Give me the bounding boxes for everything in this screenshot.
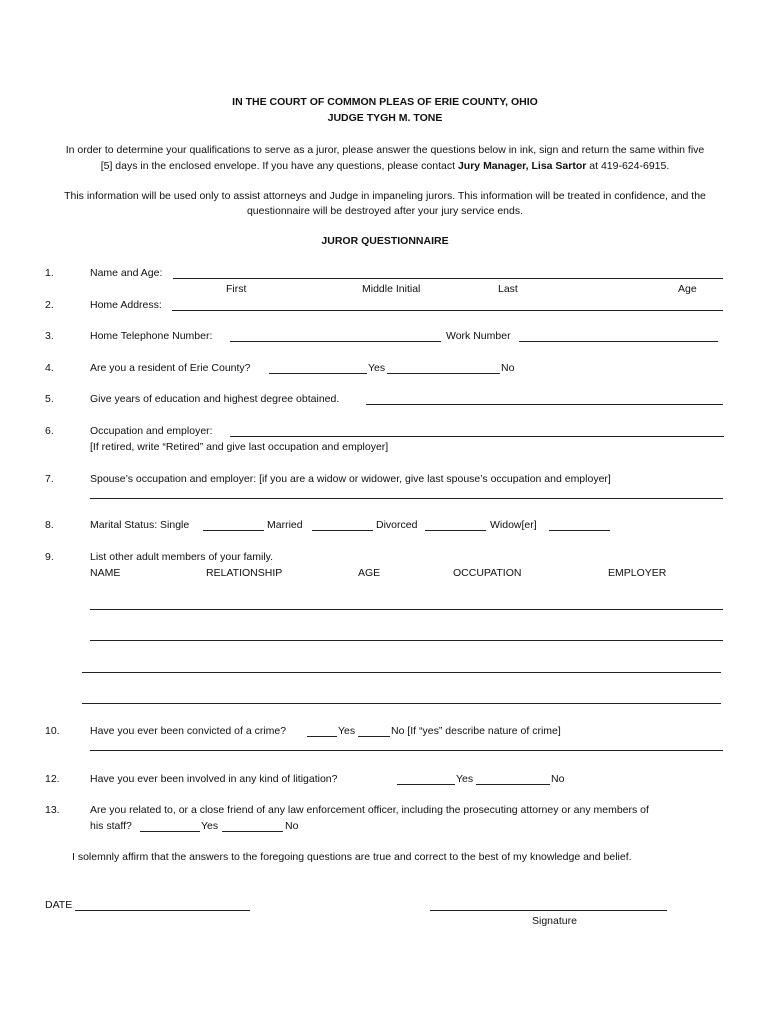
spouse-occupation-field[interactable] <box>90 498 723 499</box>
q4-no: No <box>501 362 515 374</box>
name-age-field[interactable] <box>173 278 723 279</box>
q7-number: 7. <box>45 473 54 485</box>
q9-number: 9. <box>45 551 54 563</box>
crime-description-field[interactable] <box>90 750 723 751</box>
q6-note: [If retired, write “Retired” and give last occupation and employer] <box>90 441 389 453</box>
resident-yes-field[interactable] <box>269 373 367 374</box>
litigation-yes-field[interactable] <box>397 784 455 785</box>
jury-manager-contact: Jury Manager, Lisa Sartor <box>457 160 587 172</box>
q12-no: No <box>551 773 565 785</box>
intro-phone-text: at 419-624-6915. <box>586 160 670 172</box>
q1-sub-middle: Middle Initial <box>362 283 421 295</box>
family-member-line[interactable] <box>82 672 721 673</box>
crime-yes-field[interactable] <box>307 736 337 737</box>
q2-number: 2. <box>45 299 54 311</box>
q13-no: No <box>285 820 299 832</box>
col-employer: EMPLOYER <box>608 567 667 579</box>
widow-field[interactable] <box>549 530 610 531</box>
q1-sub-age: Age <box>678 283 697 295</box>
form-title: JUROR QUESTIONNAIRE <box>321 235 449 247</box>
q13-yes: Yes <box>201 820 219 832</box>
date-field[interactable] <box>75 910 250 911</box>
q10-number: 10. <box>45 725 60 737</box>
occupation-field[interactable] <box>230 436 724 437</box>
q10-yes: Yes <box>338 725 356 737</box>
date-label: DATE <box>45 899 73 911</box>
q5-label: Give years of education and highest degree obtained. <box>90 393 340 405</box>
q1-label: Name and Age: <box>90 267 163 279</box>
q1-sub-last: Last <box>498 283 518 295</box>
q12-label: Have you ever been involved in any kind of litigation? <box>90 773 338 785</box>
q3-work-label: Work Number <box>446 330 511 342</box>
married-field[interactable] <box>312 530 373 531</box>
q4-yes: Yes <box>368 362 386 374</box>
related-yes-field[interactable] <box>140 831 200 832</box>
family-member-line[interactable] <box>90 640 723 641</box>
signature-field[interactable] <box>430 910 667 911</box>
q13-label: Are you related to, or a close friend of any law enforcement officer, including the prosecuting attorney or any members of <box>90 804 649 816</box>
q3-number: 3. <box>45 330 54 342</box>
q3-label: Home Telephone Number: <box>90 330 213 342</box>
confidential-line-1: This information will be used only to assist attorneys and Judge in impaneling jurors. This information will be treated in confidence, and the <box>64 190 706 202</box>
q8-divorced: Divorced <box>376 519 418 531</box>
col-name: NAME <box>90 567 121 579</box>
judge-name: JUDGE TYGH M. TONE <box>327 112 443 124</box>
col-age: AGE <box>358 567 381 579</box>
intro-line-2 <box>0 159 770 174</box>
q5-number: 5. <box>45 393 54 405</box>
q9-label: List other adult members of your family. <box>90 551 274 563</box>
q6-label: Occupation and employer: <box>90 425 213 437</box>
family-member-line[interactable] <box>82 703 721 704</box>
q1-sub-first: First <box>226 283 247 295</box>
related-no-field[interactable] <box>222 831 283 832</box>
q8-widow: Widow[er] <box>490 519 537 531</box>
q10-no: No [If “yes” describe nature of crime] <box>391 725 561 737</box>
col-occupation: OCCUPATION <box>453 567 522 579</box>
q13-number: 13. <box>45 804 60 816</box>
home-address-field[interactable] <box>172 310 723 311</box>
divorced-field[interactable] <box>425 530 486 531</box>
q8-married: Married <box>267 519 303 531</box>
intro-line-1: In order to determine your qualifications to serve as a juror, please answer the questions below in ink, sign and return the same within five <box>65 144 705 156</box>
family-member-line[interactable] <box>90 609 723 610</box>
affirmation-text: I solemnly affirm that the answers to the foregoing questions are true and correct to the best of my knowledge and belief. <box>72 851 632 863</box>
col-relationship: RELATIONSHIP <box>206 567 283 579</box>
education-field[interactable] <box>366 404 723 405</box>
single-field[interactable] <box>203 530 264 531</box>
q8-number: 8. <box>45 519 54 531</box>
q2-label: Home Address: <box>90 299 162 311</box>
q13-label-cont: his staff? <box>90 820 132 832</box>
q1-number: 1. <box>45 267 54 279</box>
signature-label: Signature <box>532 915 577 927</box>
q4-number: 4. <box>45 362 54 374</box>
intro-text: [5] days in the enclosed envelope. If you have any questions, please contact <box>100 160 458 172</box>
q4-label: Are you a resident of Erie County? <box>90 362 251 374</box>
home-phone-field[interactable] <box>230 341 441 342</box>
q8-label: Marital Status: Single <box>90 519 190 531</box>
litigation-no-field[interactable] <box>476 784 550 785</box>
resident-no-field[interactable] <box>387 373 500 374</box>
q7-label: Spouse’s occupation and employer: [if you are a widow or widower, give last spouse’s occupation and employer] <box>90 473 611 485</box>
q6-number: 6. <box>45 425 54 437</box>
crime-no-field[interactable] <box>358 736 390 737</box>
work-number-field[interactable] <box>519 341 718 342</box>
q12-yes: Yes <box>456 773 474 785</box>
q12-number: 12. <box>45 773 60 785</box>
court-title: IN THE COURT OF COMMON PLEAS OF ERIE COUNTY, OHIO <box>232 96 538 108</box>
q10-label: Have you ever been convicted of a crime? <box>90 725 287 737</box>
confidential-line-2: questionnaire will be destroyed after your jury service ends. <box>246 205 524 217</box>
